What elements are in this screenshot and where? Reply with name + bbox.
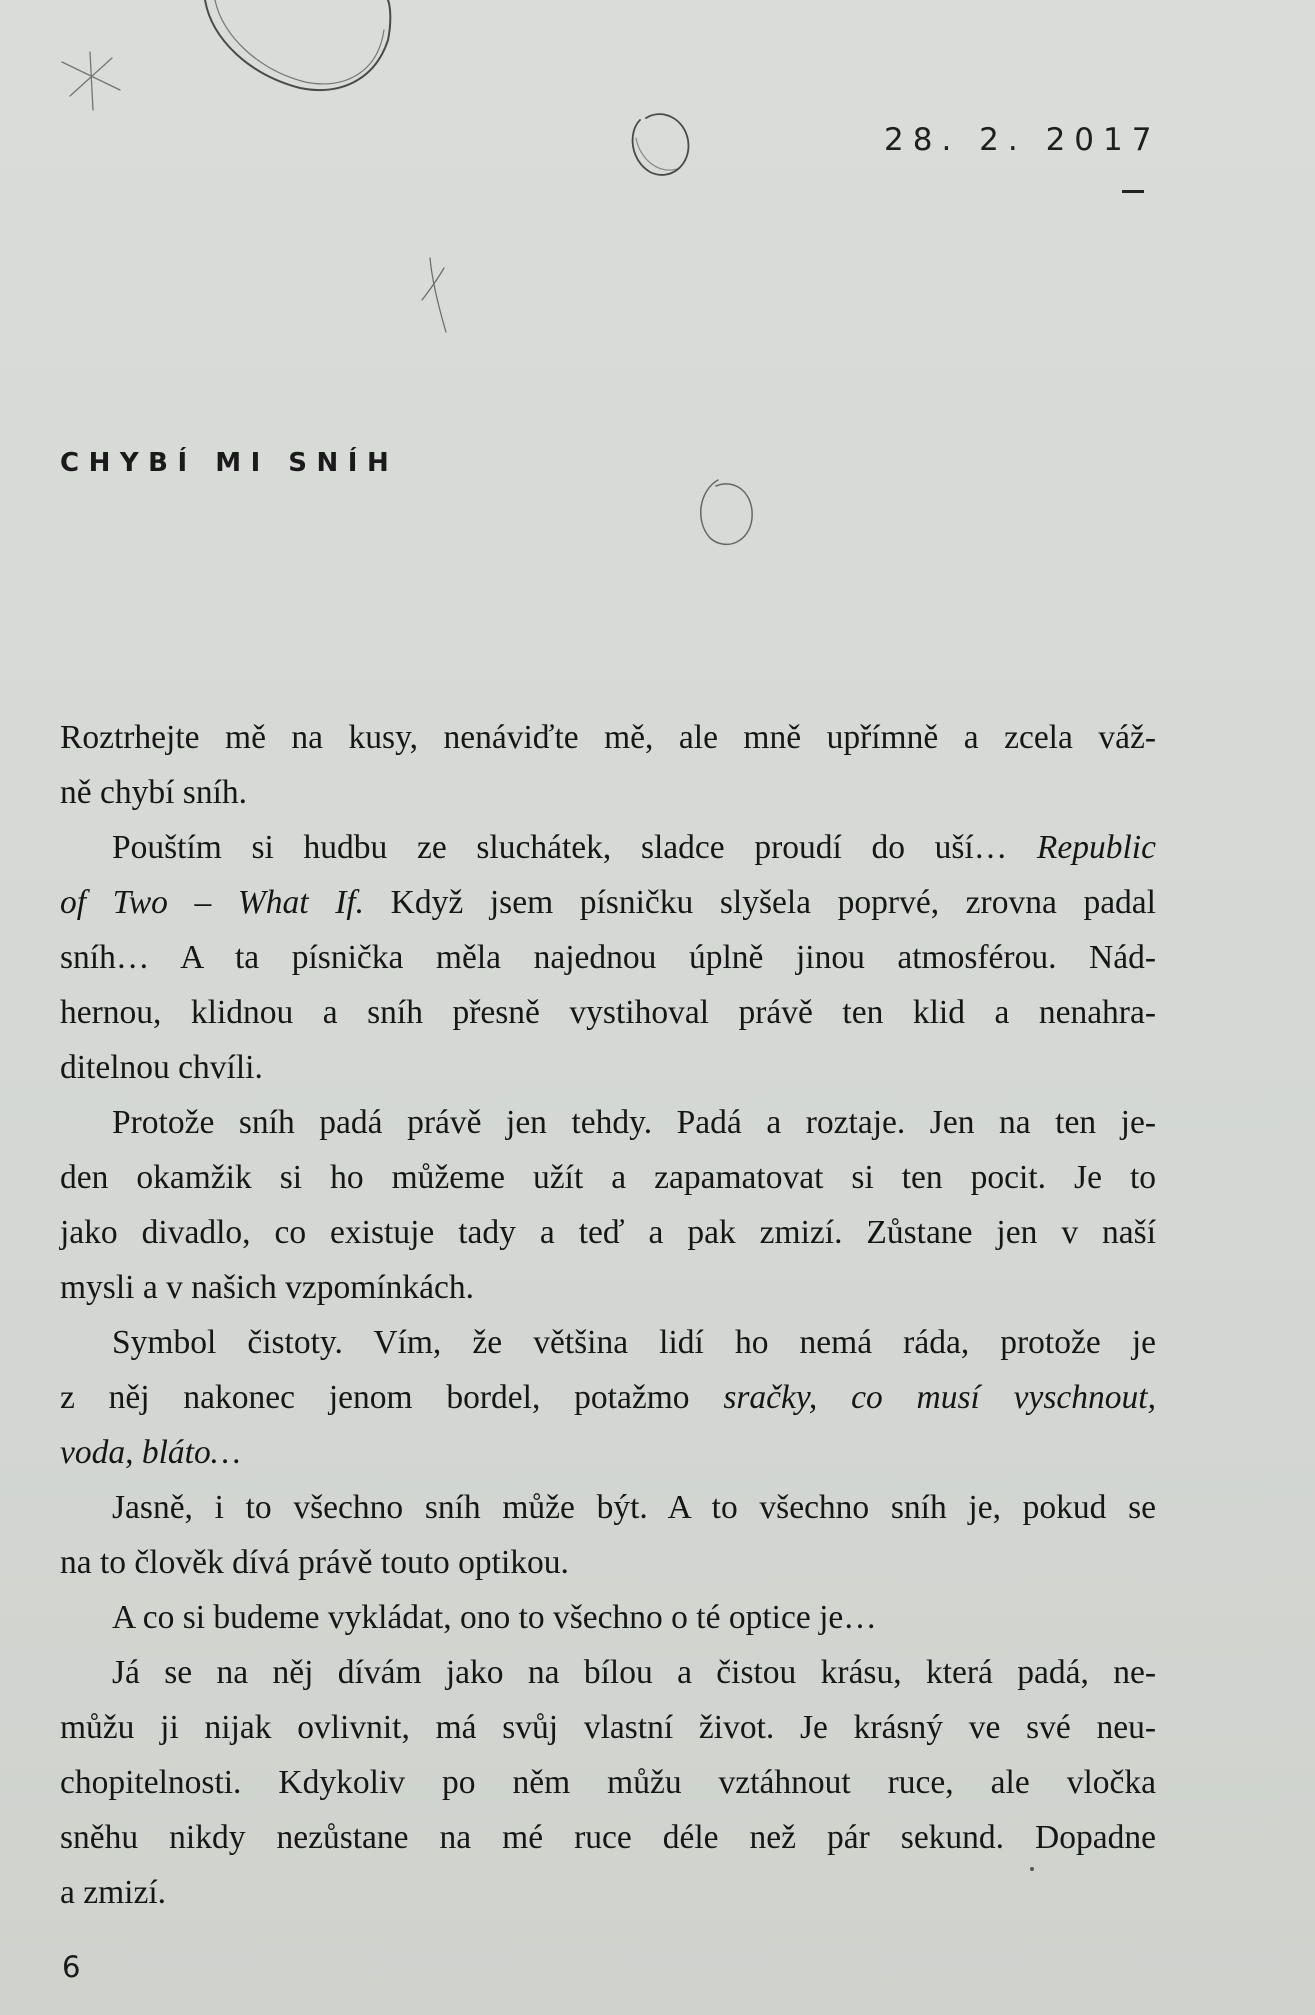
text-line	[60, 1645, 1156, 1700]
line-text: na to člověk dívá právě touto optikou.	[60, 1544, 569, 1581]
text-line	[60, 1040, 1156, 1095]
text-line	[60, 1480, 1156, 1535]
line-text: sníh… A ta písnička měla najednou úplně jinou atmosférou. Nád-	[60, 939, 1156, 976]
line-text: Roztrhejte mě na kusy, nenáviďte mě, ale mně upřímně a zcela váž-	[60, 719, 1156, 756]
line-text: mysli a v našich vzpomínkách.	[60, 1269, 475, 1306]
paragraph	[60, 710, 1156, 820]
line-text: sněhu nikdy nezůstane na mé ruce déle než pár sekund. Dopadne	[60, 1819, 1156, 1856]
small-circle-outline-icon	[701, 480, 752, 544]
line-text: hernou, klidnou a sníh přesně vystihoval právě ten klid a nenahra-	[60, 994, 1156, 1031]
line-text: Pouštím si hudbu ze sluchátek, sladce proudí do uší…	[112, 829, 1037, 866]
body-text	[60, 710, 1156, 1920]
text-line	[60, 930, 1156, 985]
line-text: Já se na něj dívám jako na bílou a čistou krásu, která padá, ne-	[112, 1654, 1156, 1691]
line-text: Jasně, i to všechno sníh může být. A to všechno sníh je, pokud se	[112, 1489, 1156, 1526]
star-cross-icon	[62, 52, 120, 110]
text-line	[60, 1260, 1156, 1315]
italic-text: voda, bláto…	[60, 1434, 241, 1471]
text-line	[60, 710, 1156, 765]
line-text: můžu ji nijak ovlivnit, má svůj vlastní život. Je krásný ve své neu-	[60, 1709, 1156, 1746]
text-line	[60, 1425, 1156, 1480]
cross-sketch-icon	[422, 258, 446, 332]
line-text: ně chybí sníh.	[60, 774, 248, 811]
paragraph	[60, 1645, 1156, 1920]
line-text: den okamžik si ho můžeme užít a zapamatovat si ten pocit. Je to	[60, 1159, 1156, 1196]
text-line	[60, 820, 1156, 875]
text-line	[60, 1095, 1156, 1150]
text-line	[60, 1205, 1156, 1260]
large-circle-sketch-icon	[205, 0, 390, 90]
date-dash-divider	[1122, 190, 1144, 193]
italic-text: sračky, co musí vyschnout,	[723, 1379, 1156, 1416]
text-line	[60, 1315, 1156, 1370]
text-line	[60, 1810, 1156, 1865]
paragraph	[60, 1095, 1156, 1315]
text-line	[60, 1700, 1156, 1755]
paragraph	[60, 1315, 1156, 1480]
text-line	[60, 1150, 1156, 1205]
text-line	[60, 1590, 1156, 1645]
italic-text: of Two – What If.	[60, 884, 365, 921]
text-line	[60, 1535, 1156, 1590]
page-number: 6	[62, 1950, 81, 1984]
line-text: Protože sníh padá právě jen tehdy. Padá a roztaje. Jen na ten je-	[112, 1104, 1156, 1141]
entry-date: 28. 2. 2017	[884, 122, 1161, 158]
text-line	[60, 1755, 1156, 1810]
chapter-title: CHYBÍ MI SNÍH	[60, 448, 399, 478]
small-circle-sketch-icon	[633, 114, 689, 175]
line-text: chopitelnosti. Kdykoliv po něm můžu vztáhnout ruce, ale vločka	[60, 1764, 1156, 1801]
paragraph	[60, 820, 1156, 1095]
text-line	[60, 875, 1156, 930]
line-text: ditelnou chvíli.	[60, 1049, 263, 1086]
text-line	[60, 765, 1156, 820]
text-line	[60, 985, 1156, 1040]
text-line	[60, 1865, 1156, 1920]
paragraph	[60, 1480, 1156, 1590]
line-text: Když jsem písničku slyšela poprvé, zrovna padal	[364, 884, 1156, 921]
paper-speck	[1030, 1867, 1034, 1871]
paragraph	[60, 1590, 1156, 1645]
line-text: Symbol čistoty. Vím, že většina lidí ho nemá ráda, protože je	[112, 1324, 1156, 1361]
line-text: a zmizí.	[60, 1874, 167, 1911]
sketch-decorations	[0, 0, 1315, 700]
line-text: jako divadlo, co existuje tady a teď a pak zmizí. Zůstane jen v naší	[60, 1214, 1156, 1251]
text-line	[60, 1370, 1156, 1425]
line-text: A co si budeme vykládat, ono to všechno o té optice je…	[112, 1599, 877, 1636]
line-text: z něj nakonec jenom bordel, potažmo	[60, 1379, 724, 1416]
italic-text: Republic	[1036, 829, 1156, 866]
